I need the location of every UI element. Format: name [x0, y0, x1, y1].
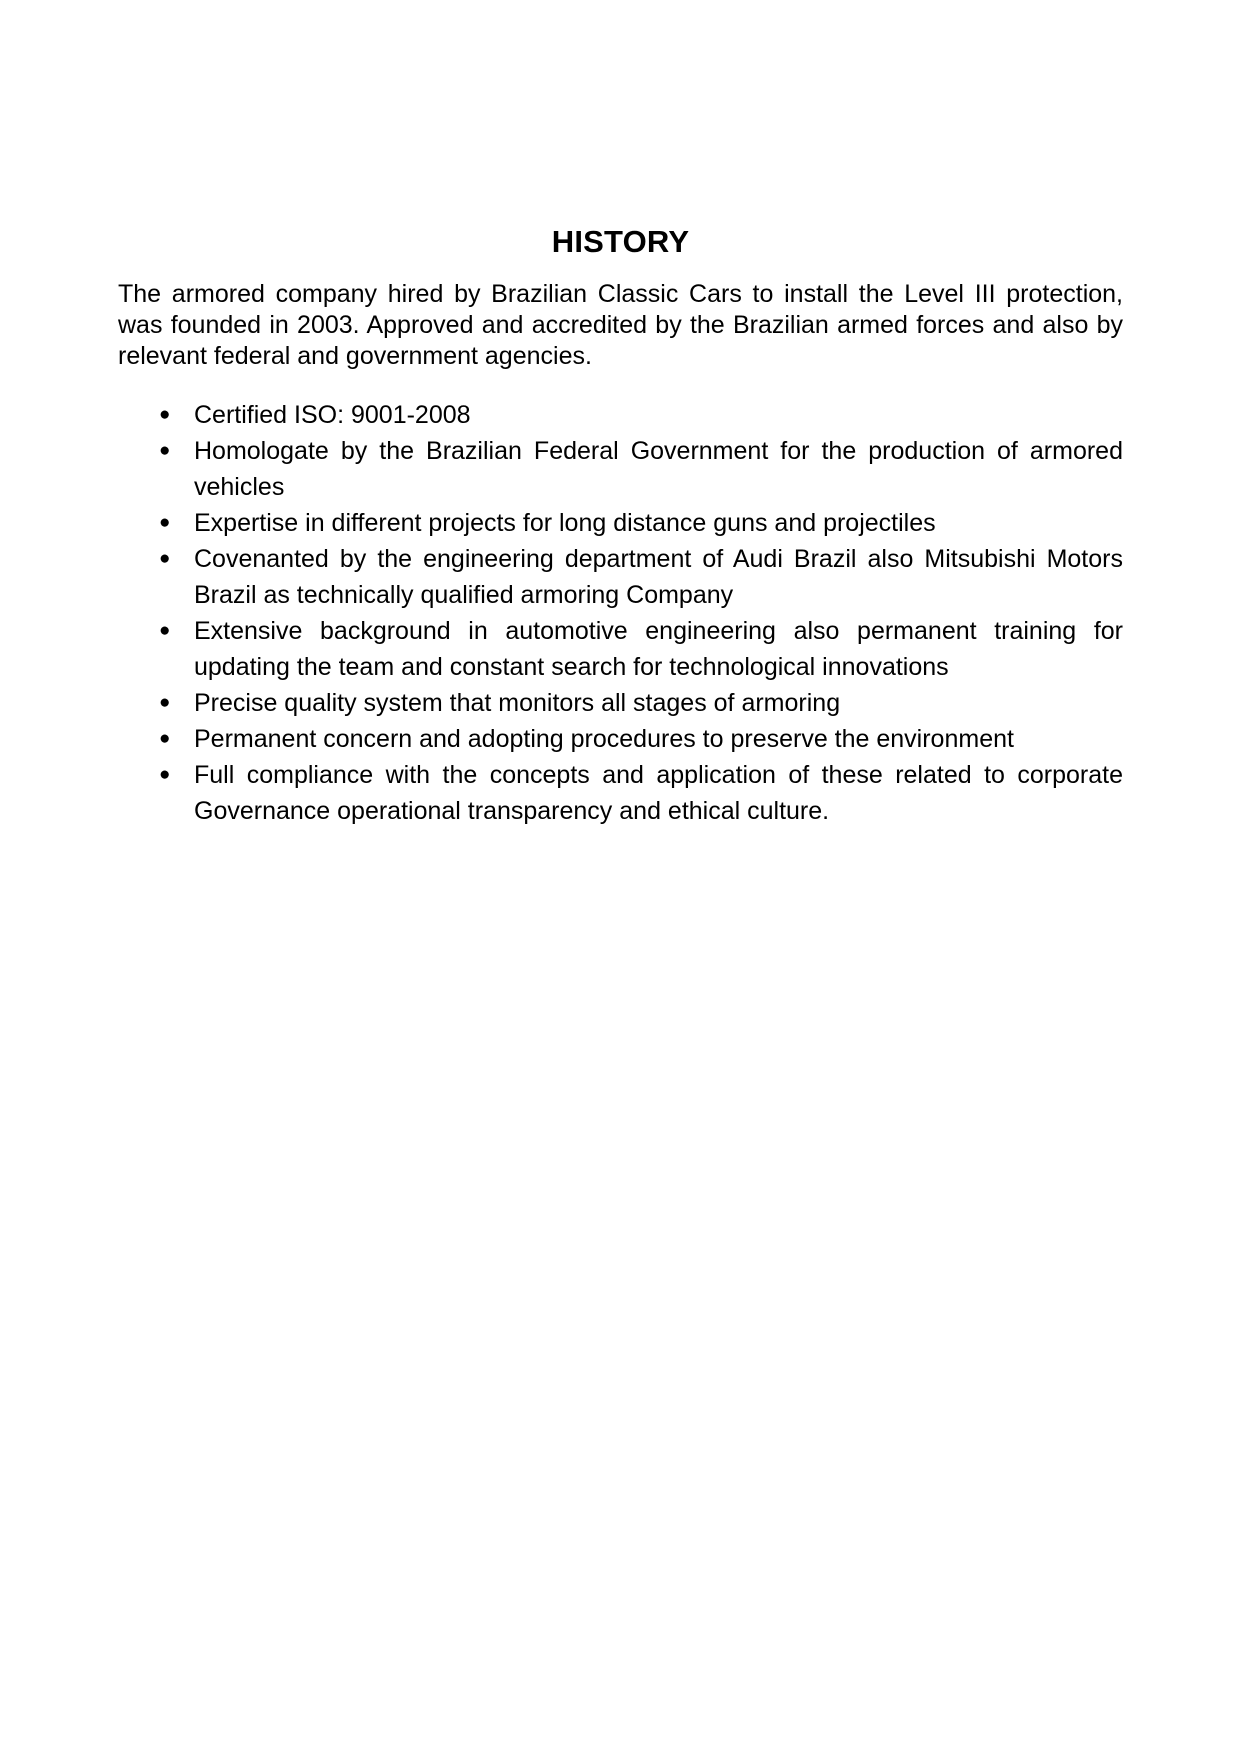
bullet-icon: ●: [159, 620, 171, 641]
list-item-text: Full compliance with the concepts and application of these related to corporate Governance operational transparency and ethical culture.: [194, 761, 1123, 825]
list-item-text: Permanent concern and adopting procedures to preserve the environment: [194, 725, 1014, 753]
bullet-icon: ●: [159, 512, 171, 533]
bullet-icon: ●: [159, 404, 171, 425]
intro-paragraph: The armored company hired by Brazilian Classic Cars to install the Level III protection, was founded in 2003. Approved and accredited by the Brazilian armed forces and also by relevant federal and government agencies.: [118, 280, 1123, 370]
list-item-text: Homologate by the Brazilian Federal Government for the production of armored vehicles: [194, 437, 1123, 501]
bullet-list: [118, 397, 1123, 829]
list-item: [118, 685, 1123, 721]
list-item: [118, 505, 1123, 541]
list-item-text: Extensive background in automotive engineering also permanent training for updating the team and constant search for technological innovations: [194, 617, 1123, 681]
list-item-text: Precise quality system that monitors all stages of armoring: [194, 689, 841, 717]
bullet-icon: ●: [159, 440, 171, 461]
list-item: [118, 613, 1123, 685]
document-content: [118, 222, 1123, 829]
list-item: [118, 433, 1123, 505]
bullet-icon: ●: [159, 548, 171, 569]
list-item: [118, 757, 1123, 829]
bullet-icon: ●: [159, 728, 171, 749]
list-item: [118, 541, 1123, 613]
list-item-text: Expertise in different projects for long distance guns and projectiles: [194, 509, 936, 537]
list-item: [118, 397, 1123, 433]
bullet-icon: ●: [159, 764, 171, 785]
page-title: HISTORY: [551, 224, 690, 259]
list-item-text: Covenanted by the engineering department of Audi Brazil also Mitsubishi Motors Brazil as technically qualified armoring Company: [194, 545, 1123, 609]
bullet-icon: ●: [159, 692, 171, 713]
list-item: [118, 721, 1123, 757]
list-item-text: Certified ISO: 9001-2008: [194, 401, 471, 429]
